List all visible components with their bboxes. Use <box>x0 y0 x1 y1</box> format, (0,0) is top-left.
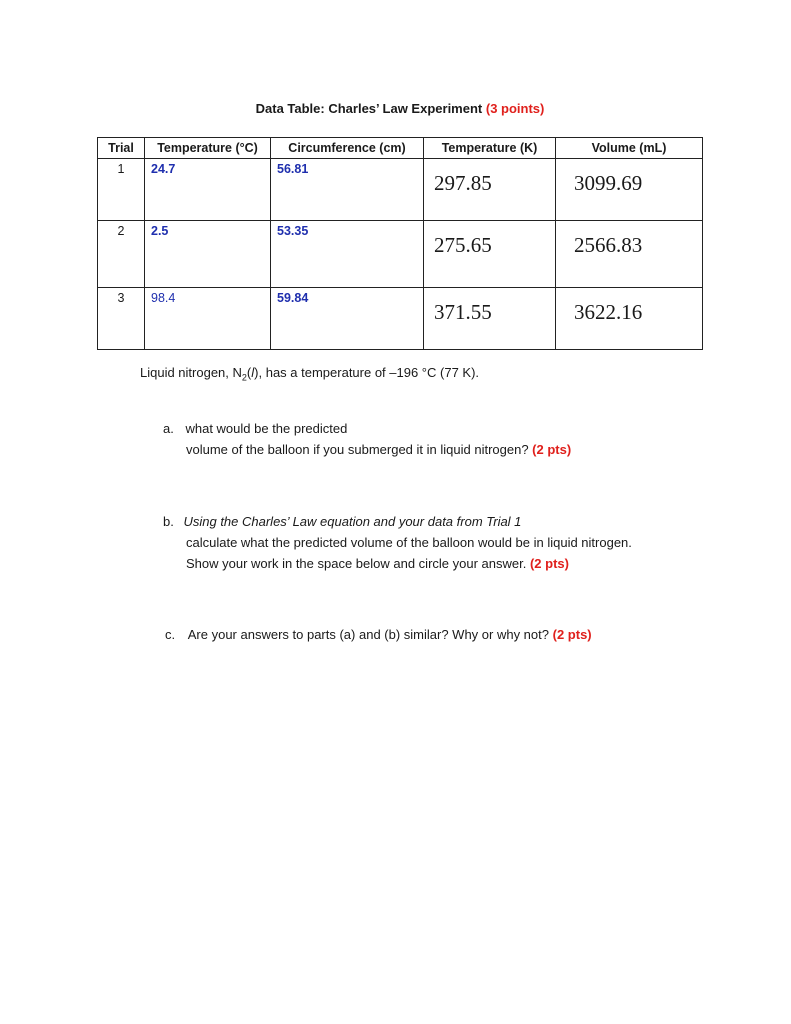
trial-cell: 1 <box>98 159 145 221</box>
question-b-line2-wrap <box>186 532 632 553</box>
question-b-line3: Show your work in the space below and circle your answer. <box>186 556 527 571</box>
column-header-temp-k: Temperature (K) <box>424 138 556 159</box>
column-header-circumference: Circumference (cm) <box>271 138 424 159</box>
question-a-line2: volume of the balloon if you submerged it in liquid nitrogen? <box>186 442 529 457</box>
temp-c-cell: 24.7 <box>145 159 271 221</box>
intro-italic-state: l <box>251 365 255 380</box>
question-b-points: (2 pts) <box>529 556 569 571</box>
table-row <box>98 221 703 288</box>
temp-c-cell: 2.5 <box>145 221 271 288</box>
volume-cell: 3622.16 <box>556 288 703 350</box>
volume-cell: 3099.69 <box>556 159 703 221</box>
circumference-cell: 56.81 <box>271 159 424 221</box>
question-a <box>163 418 347 439</box>
table-header-row <box>98 138 703 159</box>
data-table <box>97 137 703 350</box>
liquid-nitrogen-intro <box>140 362 479 389</box>
temp-k-cell: 275.65 <box>424 221 556 288</box>
question-b-line3-wrap <box>186 553 569 574</box>
column-header-trial: Trial <box>98 138 145 159</box>
question-b-letter: b. <box>163 514 174 529</box>
question-c <box>165 624 592 645</box>
trial-cell: 2 <box>98 221 145 288</box>
intro-subscript: 2 <box>241 372 247 383</box>
column-header-temp-c: Temperature (°C) <box>145 138 271 159</box>
question-c-letter: c. <box>165 627 176 642</box>
question-c-points: (2 pts) <box>552 627 592 642</box>
temp-k-cell: 371.55 <box>424 288 556 350</box>
intro-text-after: ), has a temperature of –196 °C (77 K). <box>254 365 480 380</box>
question-c-line1: Are your answers to parts (a) and (b) similar? Why or why not? <box>187 627 549 642</box>
intro-text-before: Liquid nitrogen, N <box>140 365 242 380</box>
trial-cell: 3 <box>98 288 145 350</box>
circumference-cell: 53.35 <box>271 221 424 288</box>
question-b-line1: Using the Charles’ Law equation and your data from Trial 1 <box>183 514 522 529</box>
circumference-cell: 59.84 <box>271 288 424 350</box>
column-header-volume: Volume (mL) <box>556 138 703 159</box>
question-a-letter: a. <box>163 421 174 436</box>
table-row <box>98 159 703 221</box>
table-row <box>98 288 703 350</box>
title-text: Data Table: Charles’ Law Experiment <box>255 101 483 116</box>
volume-cell: 2566.83 <box>556 221 703 288</box>
temp-c-cell: 98.4 <box>145 288 271 350</box>
question-b <box>163 511 521 532</box>
question-b-line2: calculate what the predicted volume of the balloon would be in liquid nitrogen. <box>186 535 632 550</box>
page-title <box>0 101 791 116</box>
title-points: (3 points) <box>485 101 545 116</box>
question-a-continued <box>186 439 571 460</box>
question-a-line1: what would be the predicted <box>185 421 348 436</box>
intro-paren-open: ( <box>246 365 252 380</box>
question-a-points: (2 pts) <box>532 442 572 457</box>
temp-k-cell: 297.85 <box>424 159 556 221</box>
